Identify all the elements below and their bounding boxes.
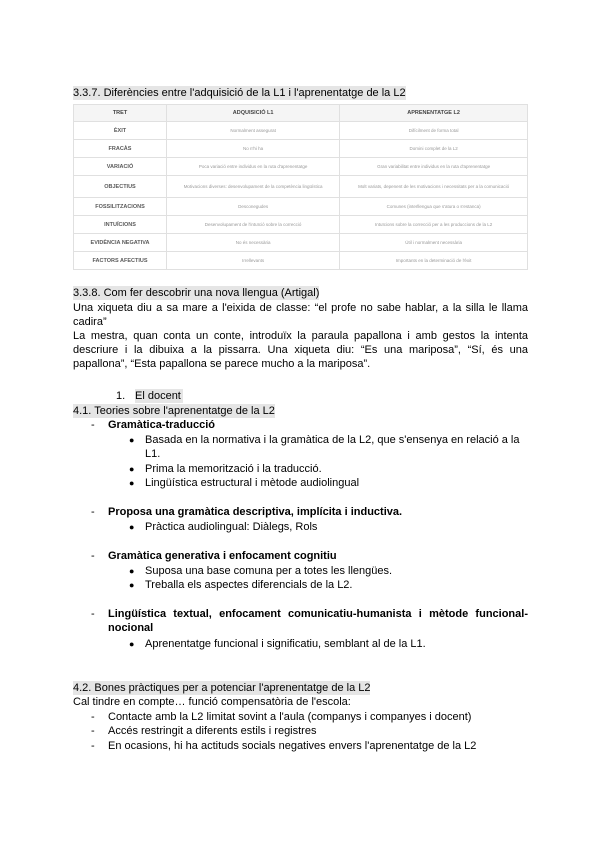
dash-marker: - <box>91 608 95 620</box>
l2-cell: Útil i normalment necessària <box>340 234 528 252</box>
l1-cell: No és necessària <box>167 234 340 252</box>
comparison-table <box>73 104 528 270</box>
dash-marker: - <box>91 711 95 723</box>
l1-cell: Poca variació entre individus en la ruta d'aprenentatge <box>167 158 340 176</box>
l1-cell: Desenvolupament de l'intuïció sobre la correcció <box>167 216 340 234</box>
l2-cell: Domini complet de la L2 <box>340 140 528 158</box>
l1-cell: No n'hi ha <box>167 140 340 158</box>
table-header: APRENENTATGE L2 <box>340 105 528 122</box>
bullet-marker: ● <box>129 464 135 474</box>
l1-cell: Motivacions diverses: desenvolupament de la competència lingüística <box>167 176 340 198</box>
list-item: Treballa els aspectes diferencials de la L2. <box>145 579 353 591</box>
trait-cell: ÈXIT <box>74 122 167 140</box>
list-item: Accés restringit a diferents estils i registres <box>108 725 317 737</box>
chapter-number: 1. <box>116 390 126 402</box>
list-item: En ocasions, hi ha actituds socials negatives envers l'aprenentatge de la L2 <box>108 740 477 752</box>
dash-marker: - <box>91 419 95 431</box>
bullet-marker: ● <box>129 639 135 649</box>
theory-title: Proposa una gramàtica descriptiva, implícita i inductiva. <box>108 506 403 518</box>
l2-cell: Difícilment de forma total <box>340 122 528 140</box>
bullet-marker: ● <box>129 522 135 532</box>
table-row <box>74 252 528 270</box>
table-row <box>74 216 528 234</box>
l2-cell: Intuïcions sobre la correcció per a les produccions de la L2 <box>340 216 528 234</box>
trait-cell: FRACÀS <box>74 140 167 158</box>
l2-cell: Comunes (interllengua que s'atura o s'estanca) <box>340 198 528 216</box>
bullet-marker: ● <box>129 580 135 590</box>
l1-cell: Normalment assegurat <box>167 122 340 140</box>
theory-title: Gramàtica-traducció <box>108 419 215 431</box>
table-header: TRET <box>74 105 167 122</box>
bullet-marker: ● <box>129 435 135 445</box>
dash-marker: - <box>91 550 95 562</box>
list-item: Pràctica audiolingual: Diàlegs, Rols <box>145 521 318 533</box>
section-4-2-title: 4.2. Bones pràctiques per a potenciar l'aprenentatge de la L2 <box>73 682 371 694</box>
table-header-row <box>74 105 528 122</box>
dash-marker: - <box>91 740 95 752</box>
l2-cell: Importants en la determinació de l'èxit <box>340 252 528 270</box>
theory-title-line1: Lingüística textual, enfocament comunicatiu-humanista i mètode funcional- <box>108 608 528 620</box>
trait-cell: OBJECTIUS <box>74 176 167 198</box>
bullet-marker: ● <box>129 566 135 576</box>
table-header: ADQUISICIÓ L1 <box>167 105 340 122</box>
table-row <box>74 198 528 216</box>
list-item: Prima la memorització i la traducció. <box>145 463 322 475</box>
dash-marker: - <box>91 506 95 518</box>
list-item: L1. <box>145 448 161 460</box>
section-3-3-8-title: 3.3.8. Com fer descobrir una nova llengua (Artigal) <box>73 287 320 299</box>
bullet-marker: ● <box>129 478 135 488</box>
theory-title-line2: nocional <box>108 622 154 634</box>
l2-cell: Gran variabilitat entre individus en la ruta d'aprenentatge <box>340 158 528 176</box>
trait-cell: FOSSILITZACIONS <box>74 198 167 216</box>
theory-title: Gramàtica generativa i enfocament cognitiu <box>108 550 337 562</box>
list-item: Contacte amb la L2 limitat sovint a l'aula (companys i companyes i docent) <box>108 711 472 723</box>
section-4-2-intro: Cal tindre en compte… funció compensatòria de l'escola: <box>73 696 351 708</box>
section-4-1-title: 4.1. Teories sobre l'aprenentatge de la L2 <box>73 405 275 417</box>
list-item: Suposa una base comuna per a totes les llengües. <box>145 565 393 577</box>
chapter-title: El docent <box>135 390 181 402</box>
trait-cell: EVIDÈNCIA NEGATIVA <box>74 234 167 252</box>
section-3-3-7-title: 3.3.7. Diferències entre l'adquisició de la L1 i l'aprenentatge de la L2 <box>73 87 406 99</box>
anecdote-paragraph: Una xiqueta diu a sa mare a l'eixida de classe: “el profe no sabe hablar, a la silla le llama cadira” <box>73 302 528 328</box>
story-paragraph: La mestra, quan conta un conte, introduïx la paraula papallona i amb gestos la intenta descriure i la dibuixa a la pissarra. Una xiqueta diu: “Es una mariposa”, “Sí, és una papallona”, “Esta papallona se parece mucho a la mariposa”. <box>73 330 528 370</box>
table-row <box>74 140 528 158</box>
list-item: Lingüística estructural i mètode audiolingual <box>145 477 360 489</box>
table-row <box>74 234 528 252</box>
trait-cell: FACTORS AFECTIUS <box>74 252 167 270</box>
table-row <box>74 122 528 140</box>
list-item: Aprenentatge funcional i significatiu, semblant al de la L1. <box>145 638 426 650</box>
l1-cell: Irrellevants <box>167 252 340 270</box>
table-row <box>74 158 528 176</box>
trait-cell: VARIACIÓ <box>74 158 167 176</box>
table-row <box>74 176 528 198</box>
trait-cell: INTUÏCIONS <box>74 216 167 234</box>
l1-cell: Desconegudes <box>167 198 340 216</box>
dash-marker: - <box>91 725 95 737</box>
l2-cell: Molt variats, depenent de les motivacions i necessitats per a la comunicació <box>340 176 528 198</box>
list-item: Basada en la normativa i la gramàtica de la L2, que s'ensenya en relació a la <box>145 434 520 446</box>
